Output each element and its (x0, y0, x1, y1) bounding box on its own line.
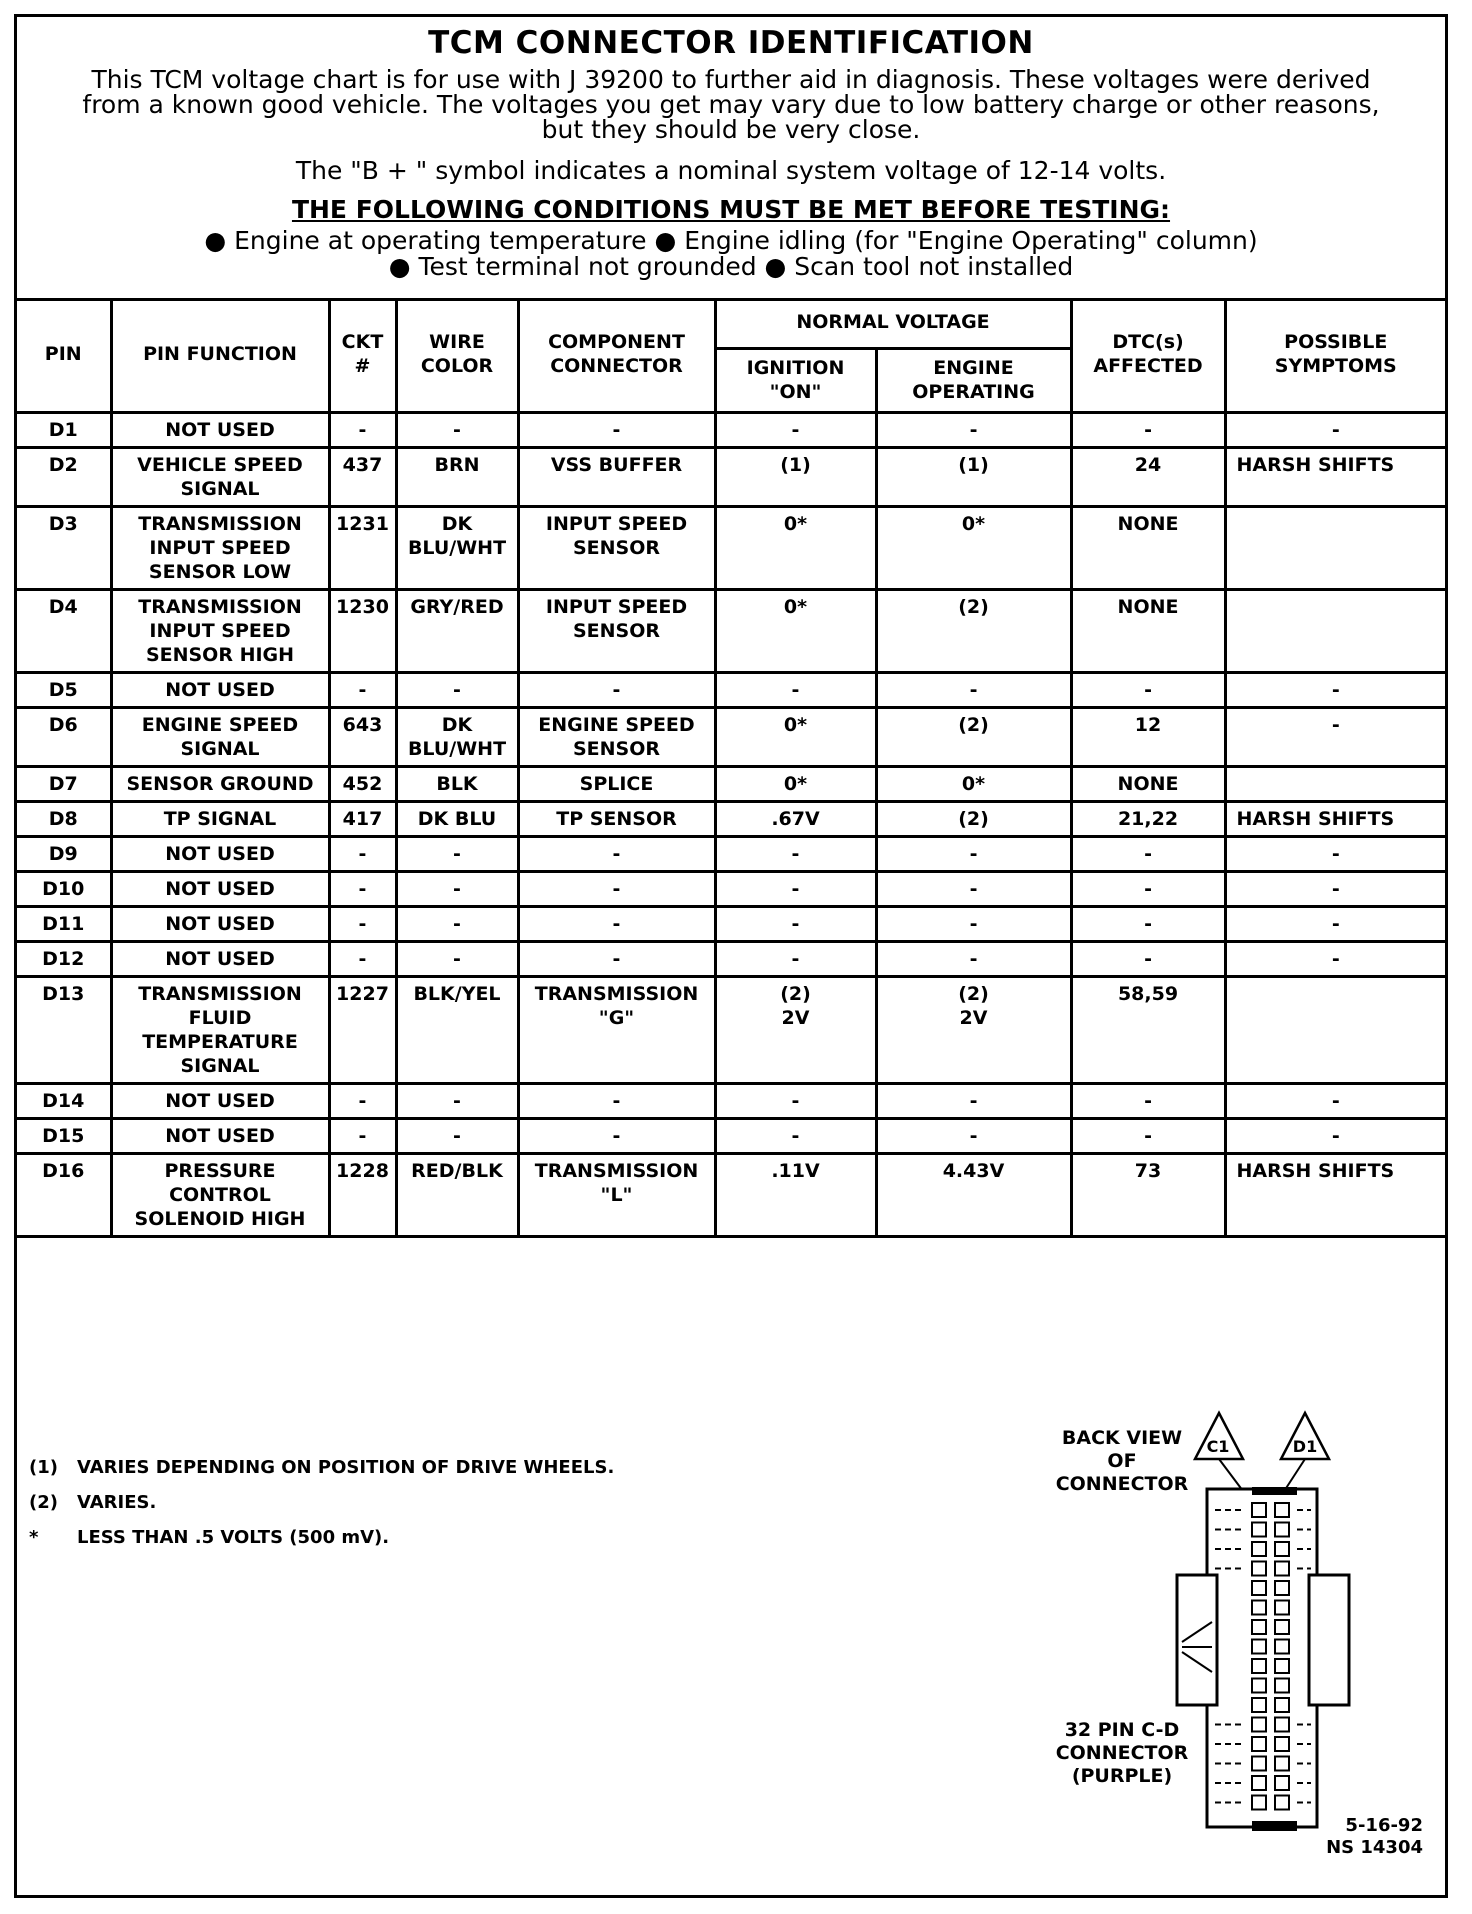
cell-comp: INPUT SPEED SENSOR (518, 506, 715, 589)
cell-eng: - (876, 1118, 1071, 1153)
cell-func: TRANSMISSION FLUID TEMPERATURE SIGNAL (111, 976, 329, 1083)
connector-latch-left (1177, 1575, 1217, 1705)
header-ignition-on: IGNITION "ON" (715, 348, 876, 412)
footnote-key: * (29, 1527, 39, 1548)
cell-func: NOT USED (111, 672, 329, 707)
footnote-text: VARIES. (77, 1492, 157, 1513)
cell-func: NOT USED (111, 871, 329, 906)
cell-wire: - (396, 672, 518, 707)
cell-wire: - (396, 941, 518, 976)
cell-ckt: - (329, 1118, 396, 1153)
cell-eng: - (876, 412, 1071, 447)
connector-pin (1252, 1523, 1266, 1537)
intro-line: from a known good vehicle. The voltages you get may vary due to low battery charge or other reasons, (82, 90, 1380, 119)
cell-pin: D13 (17, 976, 111, 1083)
table-row (17, 506, 1445, 589)
connector-pin (1252, 1562, 1266, 1576)
cell-func: NOT USED (111, 1083, 329, 1118)
connector-pin (1252, 1542, 1266, 1556)
cell-ign: - (715, 871, 876, 906)
cell-pin: D1 (17, 412, 111, 447)
connector-label: 32 PIN C-D CONNECTOR (PURPLE) (1055, 1719, 1189, 1787)
cell-ckt: - (329, 906, 396, 941)
table-row (17, 906, 1445, 941)
header-dtc-affected: DTC(s) AFFECTED (1071, 298, 1225, 412)
cell-eng: (2) (876, 801, 1071, 836)
header-pin-function: PIN FUNCTION (111, 298, 329, 412)
connector-pin (1275, 1523, 1289, 1537)
cell-wire: - (396, 1118, 518, 1153)
cell-pin: D11 (17, 906, 111, 941)
cell-ign: .11V (715, 1153, 876, 1236)
header-normal-voltage: NORMAL VOLTAGE (715, 298, 1071, 348)
connector-pin (1275, 1620, 1289, 1634)
connector-pin (1252, 1679, 1266, 1693)
footnote-text: LESS THAN .5 VOLTS (500 mV). (77, 1527, 390, 1548)
cell-ckt: 437 (329, 447, 396, 506)
cell-eng: - (876, 941, 1071, 976)
cell-dtc: - (1071, 941, 1225, 976)
cell-eng: (2) (876, 589, 1071, 672)
cell-dtc: 24 (1071, 447, 1225, 506)
back-view-label: BACK VIEW OF CONNECTOR (1055, 1427, 1189, 1495)
connector-pin (1275, 1659, 1289, 1673)
cell-func: NOT USED (111, 941, 329, 976)
table-row (17, 871, 1445, 906)
cell-eng: 0* (876, 506, 1071, 589)
footnote-text: VARIES DEPENDING ON POSITION OF DRIVE WHEELS. (77, 1457, 615, 1478)
conditions-line: ● Engine at operating temperature ● Engine idling (for "Engine Operating" column) (204, 226, 1258, 255)
footnote-key: (2) (29, 1492, 58, 1513)
header-component-connector: COMPONENT CONNECTOR (518, 298, 715, 412)
cell-ckt: - (329, 941, 396, 976)
table-row (17, 1153, 1445, 1236)
connector-pin (1252, 1659, 1266, 1673)
cell-ign: .67V (715, 801, 876, 836)
chart-header (17, 17, 1445, 301)
conditions-list (17, 228, 1445, 280)
cell-pin: D9 (17, 836, 111, 871)
connector-pin (1252, 1737, 1266, 1751)
cell-func: TP SIGNAL (111, 801, 329, 836)
cell-comp: TP SENSOR (518, 801, 715, 836)
cell-eng: - (876, 871, 1071, 906)
table-row (17, 707, 1445, 766)
cell-eng: (2) (876, 707, 1071, 766)
cell-ign: - (715, 836, 876, 871)
table-row (17, 1118, 1445, 1153)
connector-pin (1252, 1620, 1266, 1634)
cell-wire: BLK/YEL (396, 976, 518, 1083)
cell-ckt: 1227 (329, 976, 396, 1083)
cell-ign: 0* (715, 589, 876, 672)
connector-pin (1275, 1757, 1289, 1771)
connector-pin (1275, 1679, 1289, 1693)
cell-wire: - (396, 836, 518, 871)
header-possible-symptoms: POSSIBLE SYMPTOMS (1225, 298, 1445, 412)
footnote (29, 1457, 614, 1478)
connector-pin (1252, 1796, 1266, 1810)
connector-drawing (1047, 1397, 1447, 1877)
footnotes (29, 1457, 614, 1562)
cell-ckt: 452 (329, 766, 396, 801)
voltage-table (17, 298, 1445, 1238)
conditions-line: ● Test terminal not grounded ● Scan tool not installed (388, 252, 1074, 281)
cell-ign: - (715, 672, 876, 707)
cell-dtc: - (1071, 1118, 1225, 1153)
cell-wire: DK BLU (396, 801, 518, 836)
cell-ign: 0* (715, 506, 876, 589)
cell-comp: - (518, 906, 715, 941)
cell-func: TRANSMISSION INPUT SPEED SENSOR HIGH (111, 589, 329, 672)
cell-ckt: 1230 (329, 589, 396, 672)
footnote-key: (1) (29, 1457, 58, 1478)
table-row (17, 941, 1445, 976)
cell-dtc: - (1071, 836, 1225, 871)
cell-comp: - (518, 412, 715, 447)
cell-ign: - (715, 1083, 876, 1118)
cell-sym: - (1225, 412, 1445, 447)
cell-dtc: 73 (1071, 1153, 1225, 1236)
connector-pin (1252, 1640, 1266, 1654)
cell-comp: - (518, 836, 715, 871)
cell-comp: - (518, 672, 715, 707)
cell-wire: DK BLU/WHT (396, 707, 518, 766)
cell-sym: - (1225, 906, 1445, 941)
table-body (17, 412, 1445, 1236)
cell-pin: D15 (17, 1118, 111, 1153)
cell-eng: 4.43V (876, 1153, 1071, 1236)
cell-pin: D6 (17, 707, 111, 766)
cell-sym: - (1225, 1118, 1445, 1153)
table-row (17, 766, 1445, 801)
connector-pin (1252, 1581, 1266, 1595)
cell-ckt: - (329, 871, 396, 906)
table-row (17, 672, 1445, 707)
cell-sym (1225, 506, 1445, 589)
cell-sym (1225, 766, 1445, 801)
connector-pin (1275, 1718, 1289, 1732)
cell-func: NOT USED (111, 1118, 329, 1153)
cell-eng: - (876, 672, 1071, 707)
connector-pin (1275, 1796, 1289, 1810)
cell-ckt: 1228 (329, 1153, 396, 1236)
connector-pin (1252, 1757, 1266, 1771)
cell-comp: INPUT SPEED SENSOR (518, 589, 715, 672)
connector-pin (1275, 1640, 1289, 1654)
table-row (17, 1083, 1445, 1118)
cell-dtc: 12 (1071, 707, 1225, 766)
cell-comp: TRANSMISSION "L" (518, 1153, 715, 1236)
cell-sym: - (1225, 707, 1445, 766)
connector-pin (1252, 1776, 1266, 1790)
cell-func: VEHICLE SPEED SIGNAL (111, 447, 329, 506)
doc-number: NS 14304 (1326, 1837, 1423, 1858)
cell-ign: - (715, 412, 876, 447)
cell-dtc: - (1071, 672, 1225, 707)
cell-comp: - (518, 941, 715, 976)
cell-wire: DK BLU/WHT (396, 506, 518, 589)
cell-wire: - (396, 1083, 518, 1118)
cell-func: TRANSMISSION INPUT SPEED SENSOR LOW (111, 506, 329, 589)
table-row (17, 412, 1445, 447)
table-row (17, 447, 1445, 506)
cell-func: NOT USED (111, 412, 329, 447)
connector-pin (1252, 1601, 1266, 1615)
cell-comp: - (518, 871, 715, 906)
connector-pin (1275, 1562, 1289, 1576)
cell-wire: BRN (396, 447, 518, 506)
footnote (29, 1492, 614, 1513)
cell-dtc: - (1071, 871, 1225, 906)
table-row (17, 976, 1445, 1083)
cell-dtc: - (1071, 1083, 1225, 1118)
cell-eng: - (876, 1083, 1071, 1118)
cell-eng: - (876, 836, 1071, 871)
cell-dtc: - (1071, 906, 1225, 941)
header-engine-operating: ENGINE OPERATING (876, 348, 1071, 412)
cell-pin: D8 (17, 801, 111, 836)
cell-ign: 0* (715, 707, 876, 766)
cell-ckt: - (329, 836, 396, 871)
cell-comp: - (518, 1083, 715, 1118)
connector-pin (1275, 1737, 1289, 1751)
cell-func: PRESSURE CONTROL SOLENOID HIGH (111, 1153, 329, 1236)
conditions-heading: THE FOLLOWING CONDITIONS MUST BE MET BEFORE TESTING: (291, 195, 1171, 224)
cell-comp: ENGINE SPEED SENSOR (518, 707, 715, 766)
header-pin: PIN (17, 298, 111, 412)
document-reference (1326, 1815, 1423, 1859)
cell-eng: (2) 2V (876, 976, 1071, 1083)
cell-ign: (1) (715, 447, 876, 506)
cell-sym: - (1225, 672, 1445, 707)
connector-pin (1275, 1698, 1289, 1712)
d1-callout-label: D1 (1292, 1437, 1318, 1456)
cell-ckt: 417 (329, 801, 396, 836)
connector-pin (1275, 1776, 1289, 1790)
connector-latch-right (1309, 1575, 1349, 1705)
connector-pin (1275, 1503, 1289, 1517)
cell-comp: VSS BUFFER (518, 447, 715, 506)
doc-date: 5-16-92 (1345, 1815, 1423, 1836)
connector-pin (1252, 1698, 1266, 1712)
cell-comp: TRANSMISSION "G" (518, 976, 715, 1083)
cell-ckt: - (329, 672, 396, 707)
cell-wire: - (396, 871, 518, 906)
table-row (17, 836, 1445, 871)
connector-pin (1252, 1718, 1266, 1732)
cell-wire: RED/BLK (396, 1153, 518, 1236)
cell-pin: D3 (17, 506, 111, 589)
connector-pin (1252, 1503, 1266, 1517)
cell-pin: D2 (17, 447, 111, 506)
cell-eng: - (876, 906, 1071, 941)
cell-dtc: NONE (1071, 506, 1225, 589)
cell-sym: - (1225, 941, 1445, 976)
cell-pin: D5 (17, 672, 111, 707)
cell-sym: HARSH SHIFTS (1225, 801, 1445, 836)
cell-pin: D4 (17, 589, 111, 672)
intro-line: This TCM voltage chart is for use with J 39200 to further aid in diagnosis. These voltages were derived (91, 65, 1371, 94)
cell-ckt: - (329, 412, 396, 447)
cell-pin: D12 (17, 941, 111, 976)
cell-dtc: NONE (1071, 589, 1225, 672)
cell-eng: (1) (876, 447, 1071, 506)
cell-ckt: 1231 (329, 506, 396, 589)
cell-func: NOT USED (111, 836, 329, 871)
intro-line: but they should be very close. (541, 115, 921, 144)
page-title: TCM CONNECTOR IDENTIFICATION (428, 25, 1034, 61)
cell-sym: - (1225, 871, 1445, 906)
cell-sym: - (1225, 1083, 1445, 1118)
cell-wire: - (396, 906, 518, 941)
cell-sym (1225, 589, 1445, 672)
cell-ckt: - (329, 1083, 396, 1118)
cell-comp: - (518, 1118, 715, 1153)
cell-func: NOT USED (111, 906, 329, 941)
cell-pin: D16 (17, 1153, 111, 1236)
cell-pin: D7 (17, 766, 111, 801)
connector-pin (1275, 1581, 1289, 1595)
cell-sym: HARSH SHIFTS (1225, 1153, 1445, 1236)
table-row (17, 801, 1445, 836)
cell-func: ENGINE SPEED SIGNAL (111, 707, 329, 766)
cell-eng: 0* (876, 766, 1071, 801)
cell-wire: BLK (396, 766, 518, 801)
cell-ign: - (715, 906, 876, 941)
cell-dtc: - (1071, 412, 1225, 447)
cell-sym: - (1225, 836, 1445, 871)
cell-pin: D14 (17, 1083, 111, 1118)
cell-ckt: 643 (329, 707, 396, 766)
cell-dtc: 21,22 (1071, 801, 1225, 836)
chart-frame (14, 14, 1448, 1898)
cell-dtc: 58,59 (1071, 976, 1225, 1083)
connector-pin (1275, 1601, 1289, 1615)
connector-pin (1275, 1542, 1289, 1556)
c1-callout-label: C1 (1206, 1437, 1230, 1456)
cell-wire: GRY/RED (396, 589, 518, 672)
cell-pin: D10 (17, 871, 111, 906)
cell-ign: - (715, 941, 876, 976)
bplus-note: The "B + " symbol indicates a nominal system voltage of 12-14 volts. (295, 156, 1167, 185)
cell-func: SENSOR GROUND (111, 766, 329, 801)
header-wire-color: WIRE COLOR (396, 298, 518, 412)
footnote (29, 1527, 614, 1548)
intro-paragraph (57, 67, 1405, 142)
cell-ign: 0* (715, 766, 876, 801)
table-row (17, 589, 1445, 672)
cell-ign: - (715, 1118, 876, 1153)
cell-dtc: NONE (1071, 766, 1225, 801)
header-ckt: CKT # (329, 298, 396, 412)
connector-diagram (1047, 1397, 1447, 1877)
cell-sym: HARSH SHIFTS (1225, 447, 1445, 506)
cell-comp: SPLICE (518, 766, 715, 801)
cell-wire: - (396, 412, 518, 447)
cell-sym (1225, 976, 1445, 1083)
cell-ign: (2) 2V (715, 976, 876, 1083)
voltage-table-wrapper (17, 298, 1445, 1238)
